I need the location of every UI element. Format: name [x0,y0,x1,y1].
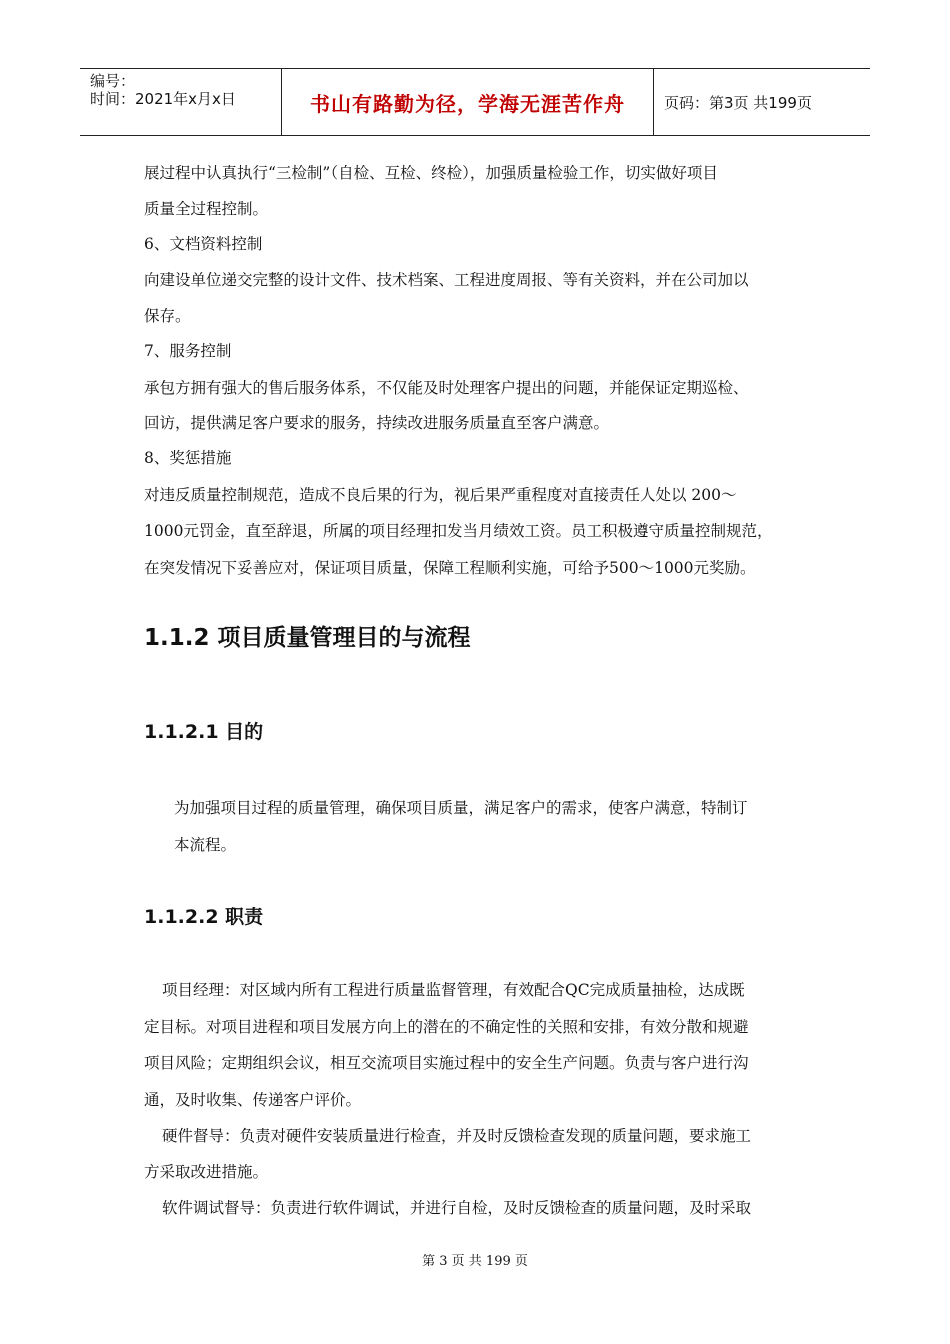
page-footer: 第 3 页 共 199 页 [422,1254,528,1269]
list-heading: 7、服务控制 [144,342,232,360]
body-line: 对违反质量控制规范，造成不良后果的行为，视后果严重程度对直接责任人处以 200～ [144,486,737,504]
body-line: 硬件督导：负责对硬件安装质量进行检查，并及时反馈检查发现的质量问题，要求施工 [162,1127,752,1145]
section-heading-1-1-2: 1.1.2 项目质量管理目的与流程 [144,625,471,651]
body-line: 为加强项目过程的质量管理，确保项目质量，满足客户的需求，使客户满意，特制订 [174,799,748,817]
document-time-label: 时间：2021年x月x日 [90,90,236,108]
body-line: 向建设单位递交完整的设计文件、技术档案、工程进度周报、等有关资料，并在公司加以 [144,271,749,289]
section-heading-1-1-2-2: 1.1.2.2 职责 [144,906,264,928]
header-meta [80,69,282,135]
body-line: 1000元罚金，直至辞退，所属的项目经理扣发当月绩效工资。员工积极遵守质量控制规范， [144,522,773,540]
body-line: 承包方拥有强大的售后服务体系，不仅能及时处理客户提出的问题，并能保证定期巡检、 [144,379,749,397]
page-header [80,68,870,136]
body-line: 定目标。对项目进程和项目发展方向上的潜在的不确定性的关照和安排，有效分散和规避 [144,1018,749,1036]
body-line: 方采取改进措施。 [144,1163,269,1181]
body-line: 通，及时收集、传递客户评价。 [144,1091,362,1109]
list-heading: 6、文档资料控制 [144,235,263,253]
list-heading: 8、奖惩措施 [144,449,232,467]
body-line: 软件调试督导：负责进行软件调试，并进行自检，及时反馈检查的质量问题，及时采取 [162,1199,752,1217]
body-line: 质量全过程控制。 [144,200,269,218]
header-page-info: 页码：第3页 共199页 [664,93,812,112]
body-line: 展过程中认真执行“三检制”（自检、互检、终检），加强质量检验工作，切实做好项目 [144,164,718,182]
body-line: 本流程。 [174,836,237,854]
document-number-label: 编号： [90,72,136,90]
header-motto: 书山有路勤为径，学海无涯苦作舟 [282,69,654,135]
section-heading-1-1-2-1: 1.1.2.1 目的 [144,721,264,743]
body-line: 项目风险；定期组织会议，相互交流项目实施过程中的安全生产问题。负责与客户进行沟 [144,1054,749,1072]
body-line: 项目经理：对区域内所有工程进行质量监督管理，有效配合QC完成质量抽检，达成既 [162,981,745,999]
body-line: 保存。 [144,307,191,325]
body-line: 在突发情况下妥善应对，保证项目质量，保障工程顺利实施，可给予500～1000元奖励。 [144,559,756,577]
body-line: 回访，提供满足客户要求的服务，持续改进服务质量直至客户满意。 [144,414,610,432]
